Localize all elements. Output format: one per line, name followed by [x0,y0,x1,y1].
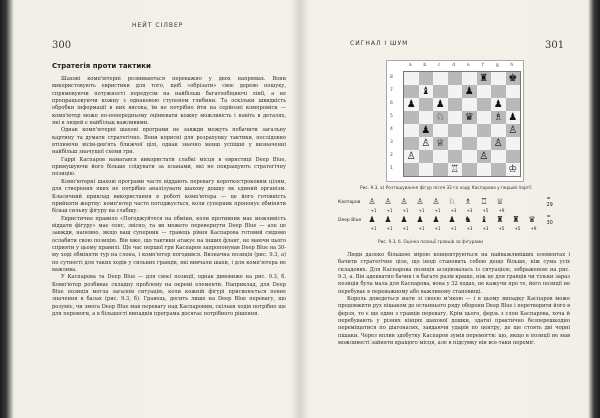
board-square [433,163,448,176]
piece-value: +1 [434,208,441,213]
chess-piece-icon [525,197,540,207]
board-square [404,150,419,163]
chess-piece-icon: ♟ [464,85,474,97]
chess-piece-icon: ♙ [479,150,489,162]
kasparov-pieces [365,197,541,207]
board-square [477,85,492,98]
board-square [448,137,463,150]
board-square [477,150,492,163]
board-square [433,137,448,150]
paragraph: Комп'ютерні шахові програми часто віддають перевагу короткостроковим цілям, для створення яких не потрібно аналізувати шахову дошку як єдиний організм. Класичний приклад використання в роботі комп'ютера — це його готовність прийняти жертву: комп'ютер часто погоджується, коли суперник пропонує обміняти більш сильну фігуру на слабшу. [52,178,286,215]
board-square [419,124,434,137]
page-number-left: 300 [52,40,72,51]
piece-value: +1 [402,226,409,231]
file-label: f [481,63,484,68]
chess-piece-icon: ♛ [464,111,474,123]
board-square [448,163,463,176]
board-grid [403,71,521,177]
chess-piece-icon: ♟ [400,215,408,224]
chess-piece-icon: ♙ [508,124,518,136]
deepblue-sum: = 30 [546,214,553,226]
kasparov-row [338,196,558,208]
board-square [462,150,477,163]
kasparov-values [366,208,542,213]
chess-piece-icon: ♜ [479,72,489,84]
board-square [448,98,463,111]
piece-value: +3 [466,226,473,231]
board-square [462,98,477,111]
board-square [419,98,434,111]
board-square [491,85,506,98]
chess-piece-icon: ♝ [421,85,431,97]
chess-piece-icon: ♙ [493,137,503,149]
chess-piece-icon: ♟ [448,215,456,224]
chess-piece-icon: ♕ [435,137,445,149]
chess-piece-icon: ♟ [368,215,376,224]
chess-piece-icon: ♕ [496,197,504,206]
chess-piece-icon: ♘ [448,197,456,206]
deepblue-values [366,226,542,231]
piece-value [526,208,541,213]
board-square [477,111,492,124]
board-file-labels [403,63,519,68]
piece-value [510,208,525,213]
board-square [448,124,463,137]
paragraph: Король доведеться мати зі своєю м'якою — і в цьому випадку Каспаров може продовжити рух пішаком до останнього ряду оборони Deep Blue і перетворити його в ферзя, то є ще один з гравців перевагу. Крім цього, ферзь з слон Каспарова, хоча й перебувають у різних кінцях шахової дошки, здатні практично безперешкодно переміщатися по діагоналях, завдаючи ударів по центру, де ще стоять дві чорні пішаки. Через вплив здобутку Каспаров зумів перемогти: що, якщо в позиції не мав можливості зайняти кращого місця, але в підсумку він все-таки переміг. [338,296,570,347]
deepblue-pieces [365,215,541,225]
chess-piece-icon: ♜ [512,215,520,224]
chess-piece-icon: ♔ [508,163,518,175]
chess-piece-icon [509,197,524,207]
board-square [491,137,506,150]
board-square [433,150,448,163]
piece-value: +9 [498,208,505,213]
chess-piece-icon: ♟ [493,98,503,110]
chess-piece-icon: ♟ [508,111,518,123]
rank-label: 3 [390,140,393,145]
chess-piece-icon: ♗ [493,111,503,123]
piece-value: +5 [498,226,505,231]
board-square [448,72,463,85]
piece-value: +1 [370,208,377,213]
chess-piece-icon: ♟ [432,215,440,224]
board-square [433,111,448,124]
rank-label: 8 [390,75,393,80]
paragraph: Шахові комп'ютерні розвиваються переважно у двох напрямах. Вони використовують евристики для того, щоб «обрізати» своє дерево пошуку, спрямовуючи потужності передусім на найбільш багатообіцяючі лінії, а не пропрацьовуючи кожну з однаковою ступенем глибини. Та оскільки швидкість обробки інформації в них висока, їм не потрібно йти на серйозні компроміси — комп'ютер може по-попередньому оцінювати кожну можливість і навіть в деталях, які в людей є найбільш важливими. [52,76,286,127]
chess-piece-icon: ♖ [480,197,488,206]
board-square [491,111,506,124]
board-square [506,137,521,150]
chess-piece-icon: ♙ [400,197,408,206]
piece-value: +3 [466,208,473,213]
file-label: e [466,63,470,68]
piece-value: +3 [450,208,457,213]
board-caption: Рис. 9.3, а) Розташування фігур після 32-го ходу Каспарова у першій партії [360,186,532,191]
chess-piece-icon: ♟ [435,98,445,110]
piece-value: +1 [402,208,409,213]
kasparov-sum: = 29 [546,196,553,208]
chess-piece-icon: ♙ [421,137,431,149]
chess-piece-icon: ♟ [406,98,416,110]
board-square [477,72,492,85]
file-label: d [452,63,456,68]
chess-piece-icon: ♙ [406,150,416,162]
piece-value: +9 [530,226,537,231]
piece-value: +1 [450,226,457,231]
piece-value: +3 [482,226,489,231]
board-square [491,72,506,85]
chess-piece-icon: ♙ [416,197,424,206]
deepblue-row [338,214,558,226]
board-square [506,85,521,98]
board-square [462,137,477,150]
board-square [404,111,419,124]
board-square [491,163,506,176]
board-square [506,72,521,85]
left-page [14,0,292,418]
board-square [448,85,463,98]
board-square [491,124,506,137]
board-square [419,163,434,176]
board-square [419,137,434,150]
piece-value: +1 [418,208,425,213]
file-label: h [510,63,514,68]
board-square [433,124,448,137]
chess-piece-icon: ♟ [384,215,392,224]
board-square [506,98,521,111]
piece-value: +1 [386,208,393,213]
chess-piece-icon: ♝ [480,215,488,224]
material-count-figure [338,196,558,240]
piece-value: +1 [370,226,377,231]
right-body-text [338,252,570,347]
chess-piece-icon: ♟ [416,215,424,224]
deepblue-label: Deep Blue [338,217,362,223]
board-square [448,150,463,163]
chess-piece-icon: ♜ [496,215,504,224]
board-square [448,111,463,124]
chess-board-figure [386,60,524,182]
board-square [404,72,419,85]
rank-label: 5 [390,114,393,119]
board-square [419,111,434,124]
board-square [477,98,492,111]
board-rank-labels [390,71,393,175]
board-square [462,85,477,98]
piece-value: +5 [482,208,489,213]
paragraph: Евристичне правило «Погоджуйтеся на обміни, коли противник має можливість віддати фігуру» має сенс, звісно, та ви можете перевернути Deep Blue — але це завжди, напевно, якщо ваш суперник — гравець рівня Каспарова готовий свідомо ослабити свою позицію. Він вже, що тактики атакує на інших фланг, не маючи цього сприяти у цьому правилі. Ще час першої гри Каспаров запропонував Deep Blue на 30-му ході обміняти тур на слона, і комп'ютер погодився. Визначна позиція (рис. 9.3, а) по сутності для таких ходів у сильних гравців, які вивчали шахи, і для комп'ютера не важлива. [52,215,286,273]
page-number-right: 301 [545,40,565,51]
rank-label: 7 [390,88,393,93]
chess-piece-icon: ♞ [464,215,472,224]
board-square [419,85,434,98]
piece-value: +1 [434,226,441,231]
piece-value: +5 [514,226,521,231]
paragraph: Гаррі Каспаров намагався використати слабкі місця в евристиці Deep Blue, примушуючи його більше слідувати за планами, які не покращують стратегічну позицію. [52,156,286,178]
chess-piece-icon: ♚ [508,72,518,84]
chess-piece-icon: ♗ [464,197,472,206]
left-body-text [52,76,286,318]
chess-piece-icon: ♟ [421,124,431,136]
board-square [404,85,419,98]
right-page [308,0,590,418]
board-square [477,163,492,176]
chess-piece-icon: ♖ [450,163,460,175]
piece-value: +1 [386,226,393,231]
board-square [506,124,521,137]
section-title: Стратегія проти тактики [52,62,151,70]
board-square [506,150,521,163]
chess-piece-icon: ♙ [432,197,440,206]
board-square [404,137,419,150]
board-square [419,150,434,163]
file-label: c [438,63,441,68]
piece-value: +1 [418,226,425,231]
board-square [462,72,477,85]
board-square [419,72,434,85]
chess-piece-icon: ♘ [435,111,445,123]
paragraph: У Каспарова та Deep Blue — для своєї позиції, однак дивовиже на рис. 9.3, б. Комп'ютер розбиває складну проблему на окремі елементи. Наприклад, для Deep Blue позиція могла загалом ситуацію, коли кожній фігурі присвоюється певне значення в балах (рис. 9.3, б). Гравець, досить лише на Deep Blue перевагу, що розуміє, чи змога Deep Blue мав перевагу над Каспаровим, скільки ходів потрібно ще для перемоги, а в більшості випадків програма досягає потрібного рішення. [52,274,286,317]
board-square [462,163,477,176]
rank-label: 1 [390,166,393,171]
running-head-left: НЕЙТ СІЛВЕР [132,22,184,29]
board-square [404,124,419,137]
file-label: a [408,63,412,68]
board-square [404,98,419,111]
board-square [433,85,448,98]
kasparov-label: Каспаров [338,199,361,205]
file-label: b [423,63,427,68]
board-square [506,111,521,124]
rank-label: 4 [390,127,393,132]
paragraph: Люди далеко більшою мірою концентруються на найважливіших елементах і бачити стратегічне ціле, що іноді становить собою дещо більше, ніж сума усіх складових. Для Каспарова позиція асоціювалась із ситуацією, зображеною на рис. 9.3, а. Він адекватно бачив і в багато разів краще, ніж це для гравців чи тільки зараз позиція була мала для Каспарова, вона у 32 ходах, не кажучи про те, його позиції не перебуває в переважному або важливому становищі. [338,252,570,295]
running-head-right: СИГНАЛ І ШУМ [350,40,409,47]
file-label: g [495,63,499,68]
board-square [462,111,477,124]
board-square [491,150,506,163]
board-square [491,98,506,111]
chess-piece-icon: ♙ [384,197,392,206]
chess-piece-icon: ♙ [368,197,376,206]
chess-piece-icon: ♛ [528,215,536,224]
board-square [433,72,448,85]
board-square [477,137,492,150]
board-square [506,163,521,176]
board-square [462,124,477,137]
rank-label: 2 [390,153,393,158]
board-square [477,124,492,137]
board-square [404,163,419,176]
material-caption: Рис. 9.3, б. Оцінка позиції гравців за фігурами [378,240,484,245]
paragraph: Однак комп'ютерні шахові програми не завжди можуть побачити загальну картину та думати стратегічно. Вони корисні для розрахунку тактики, послідовно втілюючи вісім-дев'ять ближчої цілі, однак значно менш успішні у визначенні найбільш значущої схеми гри. [52,127,286,156]
board-square [433,98,448,111]
rank-label: 6 [390,101,393,106]
